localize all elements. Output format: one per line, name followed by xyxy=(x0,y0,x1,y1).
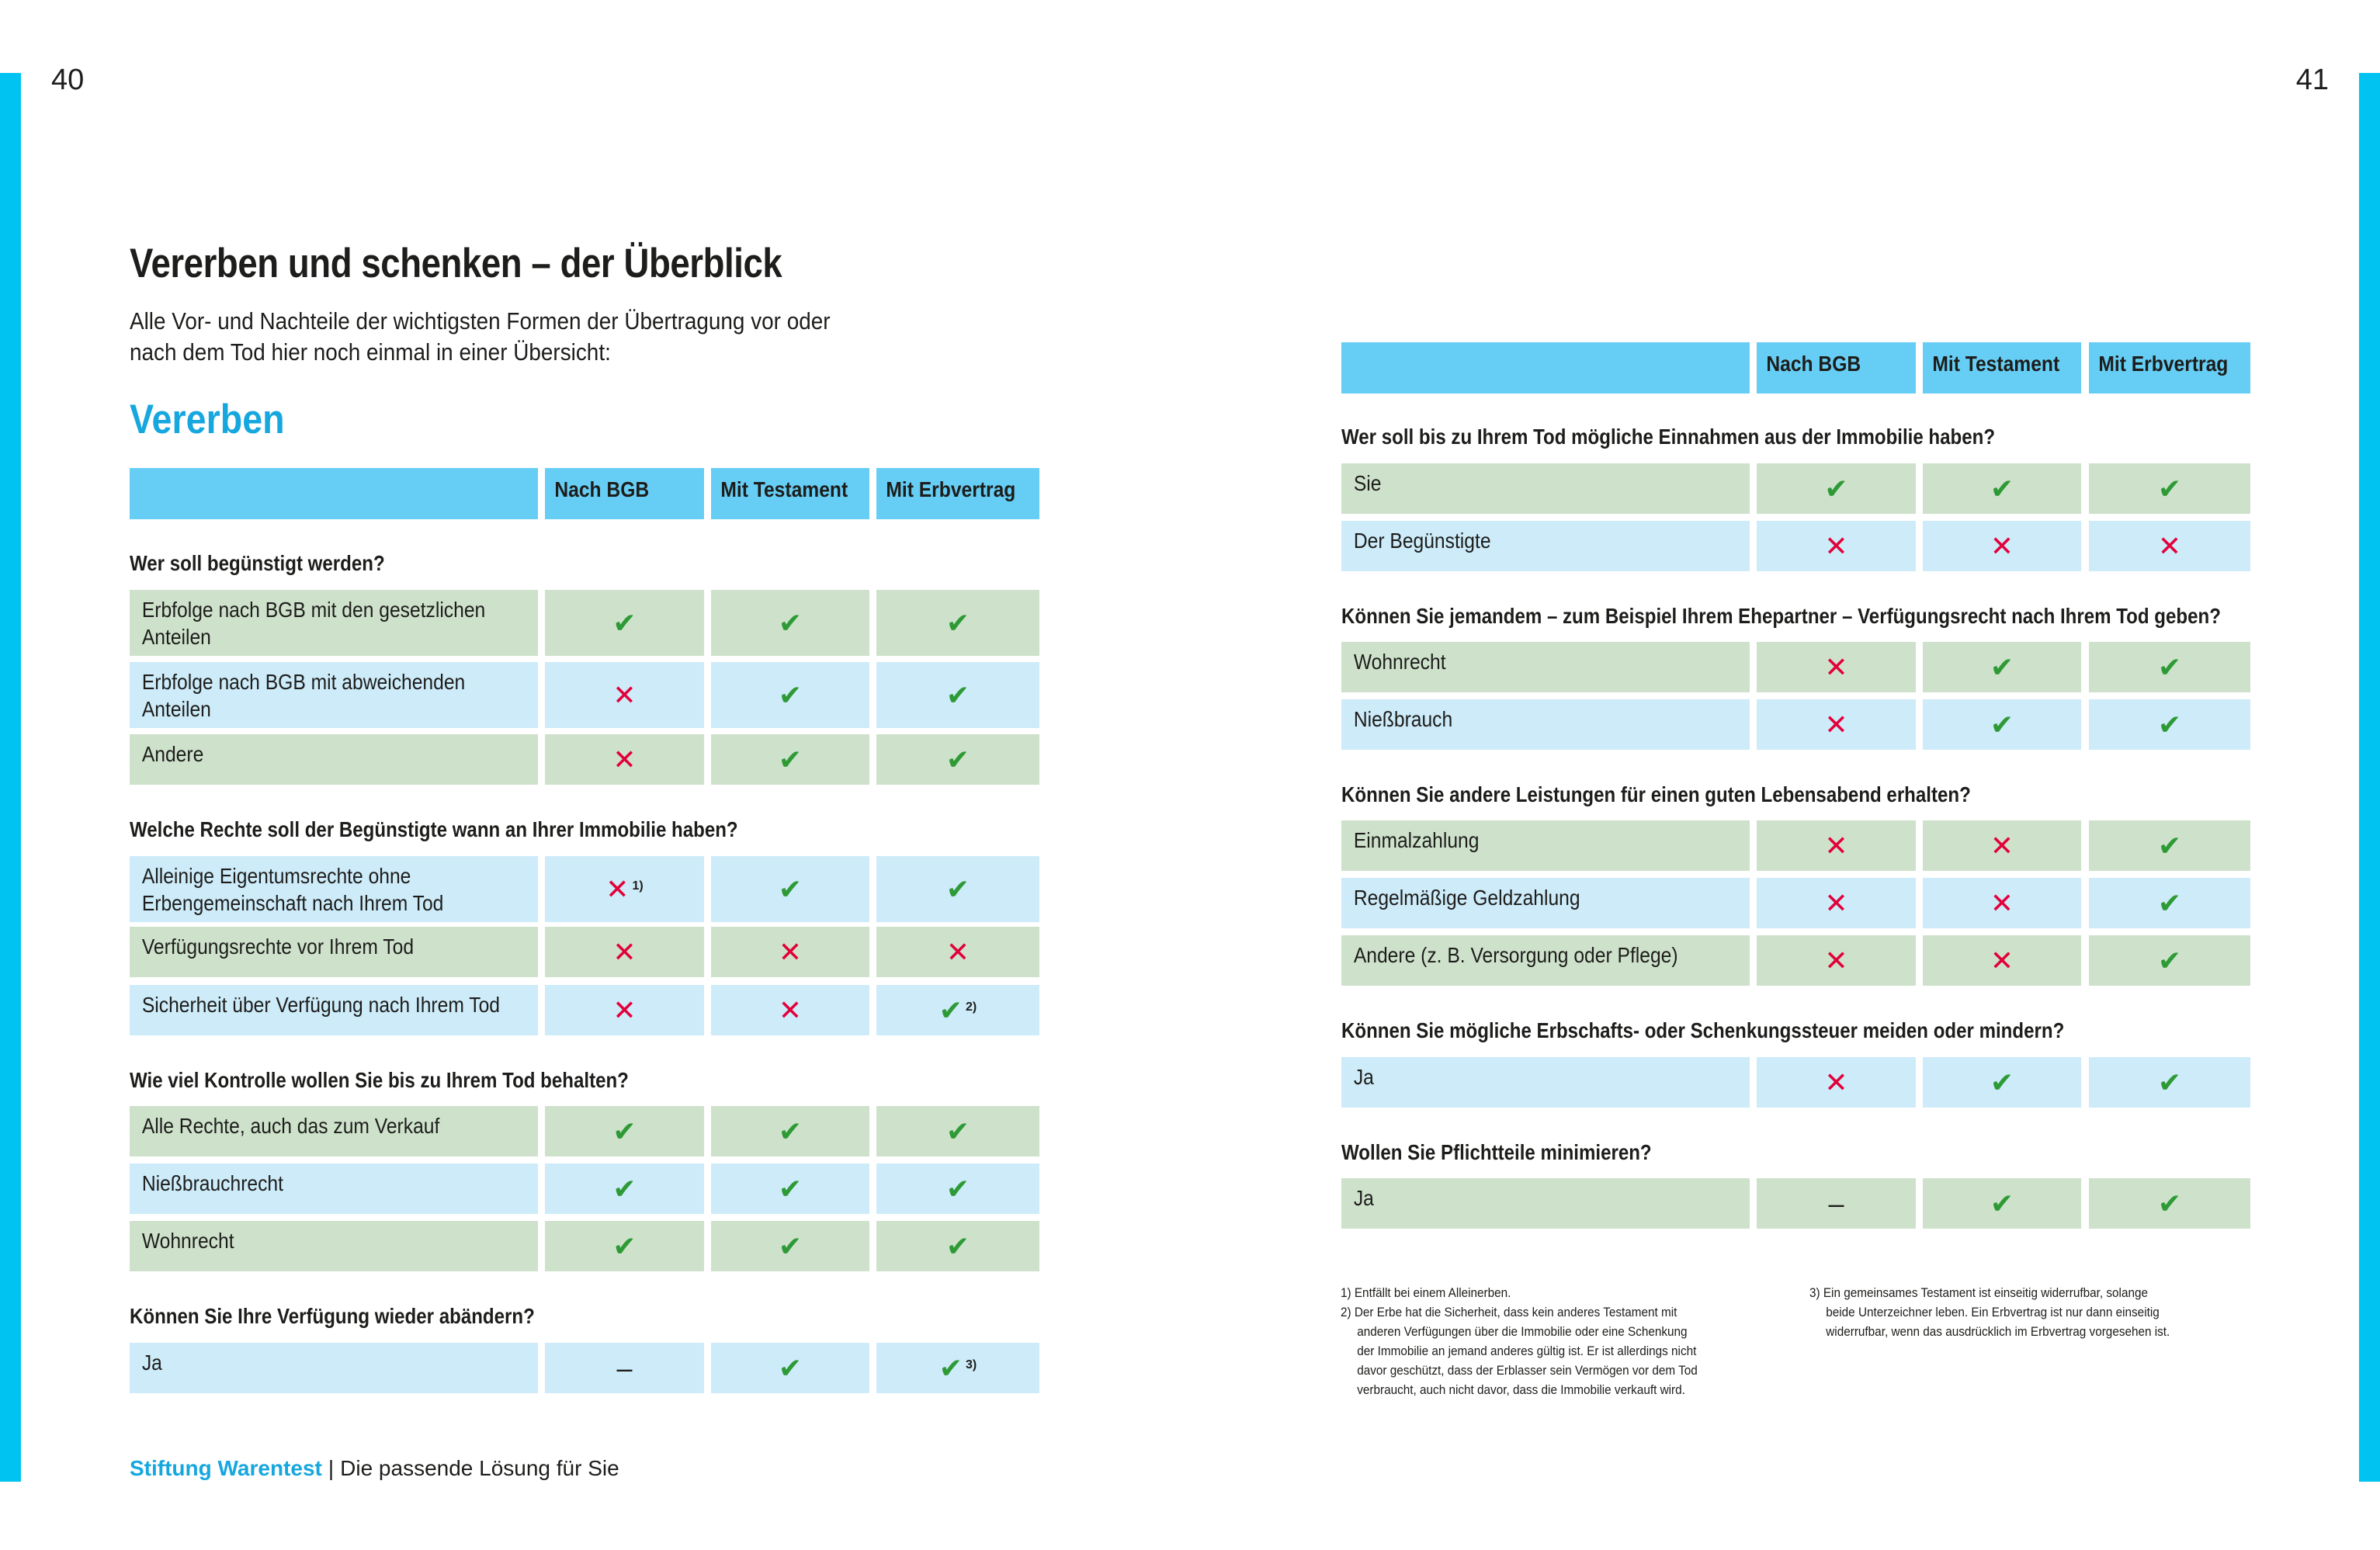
check-icon xyxy=(1923,650,2081,683)
check-symbol: ✔ xyxy=(2157,1187,2182,1219)
column-header-label: Nach BGB xyxy=(554,477,650,501)
question-heading: Wollen Sie Pflichtteile minimieren? xyxy=(1341,1140,1652,1164)
row-label: Ja xyxy=(1353,1186,1374,1210)
cross-icon xyxy=(1923,829,2081,862)
intro-line-1: Alle Vor- und Nachteile der wichtigsten Formen der Übertragung vor oder xyxy=(130,307,831,335)
cross-symbol: ✕ xyxy=(612,993,637,1026)
table-row-label-cell xyxy=(130,985,538,1035)
cross-symbol: ✕ xyxy=(778,993,803,1026)
question-heading: Können Sie Ihre Verfügung wieder abändern? xyxy=(130,1304,535,1328)
cross-symbol: ✕ xyxy=(1824,708,1848,740)
check-symbol: ✔ xyxy=(945,606,970,639)
table-row-label-cell xyxy=(130,1163,538,1214)
table-row-label-cell xyxy=(130,734,538,785)
cross-symbol: ✕ xyxy=(1824,944,1848,976)
check-icon xyxy=(2089,944,2250,976)
check-icon xyxy=(876,1351,1039,1384)
table-value-cell xyxy=(1923,820,2081,871)
question-heading: Welche Rechte soll der Begünstigte wann an Ihrer Immobilie haben? xyxy=(130,817,738,841)
table-value-cell xyxy=(545,1343,704,1393)
column-header-label: Mit Testament xyxy=(1932,352,2060,376)
cross-symbol: ✕ xyxy=(605,872,630,905)
table-value-cell xyxy=(2089,878,2250,928)
question-heading: Wie viel Kontrolle wollen Sie bis zu Ihrem Tod behalten? xyxy=(130,1068,629,1092)
check-icon xyxy=(711,606,869,639)
check-icon xyxy=(2089,1187,2250,1219)
table-value-cell xyxy=(2089,1178,2250,1229)
table-value-cell xyxy=(1757,699,1916,750)
check-icon xyxy=(711,1229,869,1262)
check-icon xyxy=(711,1172,869,1205)
table-value-cell xyxy=(2089,463,2250,514)
check-icon xyxy=(711,872,869,905)
table-value-cell xyxy=(545,1163,704,1214)
table-row-label-cell xyxy=(1341,642,1750,692)
table-row-label-cell xyxy=(130,1343,538,1393)
footer-separator: | xyxy=(328,1456,335,1480)
cross-icon xyxy=(545,743,704,775)
table-value-cell xyxy=(2089,935,2250,986)
check-symbol: ✔ xyxy=(612,606,637,639)
footnote-ref: 3) xyxy=(965,1358,977,1371)
row-label: Andere (z. B. Versorgung oder Pflege) xyxy=(1353,943,1678,967)
check-symbol: ✔ xyxy=(2157,708,2182,740)
table-value-cell xyxy=(2089,699,2250,750)
check-symbol: ✔ xyxy=(2157,944,2182,976)
cross-icon xyxy=(545,872,704,905)
table-value-cell xyxy=(711,734,869,785)
table-row-label-cell xyxy=(1341,1057,1750,1108)
table-value-cell xyxy=(711,590,869,656)
table-value-cell xyxy=(545,590,704,656)
check-icon xyxy=(545,1115,704,1147)
question-heading: Können Sie jemandem – zum Beispiel Ihrem Ehepartner – Verfügungsrecht nach Ihrem Tod geben? xyxy=(1341,604,2221,628)
check-symbol: ✔ xyxy=(778,743,803,775)
check-symbol: ✔ xyxy=(1824,472,1848,505)
table-row-label-cell xyxy=(130,590,538,656)
check-icon xyxy=(545,1229,704,1262)
table-value-cell xyxy=(711,1221,869,1271)
table-row-label-cell xyxy=(130,662,538,728)
section-title: Vererben xyxy=(130,397,285,442)
table-header-mit-erbvertrag xyxy=(876,468,1039,519)
cross-symbol: ✕ xyxy=(1824,886,1848,919)
cross-symbol: ✕ xyxy=(612,743,637,775)
table-header-nach-bgb xyxy=(545,468,704,519)
check-symbol: ✔ xyxy=(938,1351,963,1384)
check-symbol: ✔ xyxy=(778,1351,803,1384)
check-icon xyxy=(711,1115,869,1147)
table-value-cell xyxy=(711,927,869,977)
left-edge-bar xyxy=(0,73,21,1482)
intro-text xyxy=(130,306,831,368)
table-value-cell xyxy=(876,1163,1039,1214)
table-row-label-cell xyxy=(1341,521,1750,571)
table-value-cell xyxy=(1757,642,1916,692)
table-header-blank xyxy=(1341,342,1750,394)
check-icon xyxy=(711,678,869,711)
table-value-cell xyxy=(1923,878,2081,928)
table-value-cell xyxy=(711,1343,869,1393)
cross-symbol: ✕ xyxy=(1990,529,2014,562)
row-label: Alle Rechte, auch das zum Verkauf xyxy=(141,1114,440,1138)
table-value-cell xyxy=(2089,1057,2250,1108)
check-symbol: ✔ xyxy=(778,606,803,639)
page-title: Vererben und schenken – der Überblick xyxy=(130,241,782,286)
table-row-label-cell xyxy=(1341,935,1750,986)
column-header-label: Mit Testament xyxy=(720,477,848,501)
question-heading: Wer soll begünstigt werden? xyxy=(130,551,385,575)
table-row-label-cell xyxy=(130,856,538,922)
check-symbol: ✔ xyxy=(945,1172,970,1205)
dash-icon xyxy=(1757,1187,1916,1219)
table-header-mit-erbvertrag xyxy=(2089,342,2250,394)
footnote-ref: 2) xyxy=(965,1000,977,1014)
row-label: Wohnrecht xyxy=(141,1229,234,1253)
check-icon xyxy=(876,1229,1039,1262)
row-label: Wohnrecht xyxy=(1353,650,1446,674)
check-icon xyxy=(876,872,1039,905)
check-symbol: ✔ xyxy=(778,1229,803,1262)
table-value-cell xyxy=(1923,642,2081,692)
table-value-cell xyxy=(2089,642,2250,692)
table-row-label-cell xyxy=(130,1221,538,1271)
table-value-cell xyxy=(876,1343,1039,1393)
cross-icon xyxy=(1757,1066,1916,1098)
table-row-label-cell xyxy=(130,1106,538,1156)
cross-icon xyxy=(545,678,704,711)
check-icon xyxy=(711,743,869,775)
row-label: Ja xyxy=(141,1351,162,1375)
table-value-cell xyxy=(545,1221,704,1271)
cross-symbol: ✕ xyxy=(1824,1066,1848,1098)
row-label: Erbfolge nach BGB mit den gesetzlichen Anteilen xyxy=(141,598,486,649)
table-value-cell xyxy=(711,856,869,922)
check-icon xyxy=(1757,472,1916,505)
cross-icon xyxy=(1757,650,1916,683)
cross-symbol: ✕ xyxy=(945,935,970,968)
table-value-cell xyxy=(1757,1178,1916,1229)
check-icon xyxy=(545,606,704,639)
check-icon xyxy=(876,1115,1039,1147)
cross-icon xyxy=(1923,886,2081,919)
table-value-cell xyxy=(876,1106,1039,1156)
check-symbol: ✔ xyxy=(1990,472,2014,505)
check-icon xyxy=(876,993,1039,1026)
cross-symbol: ✕ xyxy=(2157,529,2182,562)
table-value-cell xyxy=(1757,1057,1916,1108)
table-value-cell xyxy=(1757,878,1916,928)
row-label: Sicherheit über Verfügung nach Ihrem Tod xyxy=(141,993,501,1017)
check-symbol: ✔ xyxy=(612,1172,637,1205)
cross-symbol: ✕ xyxy=(1824,829,1848,862)
table-value-cell xyxy=(876,927,1039,977)
cross-icon xyxy=(2089,529,2250,562)
cross-icon xyxy=(711,993,869,1026)
table-value-cell xyxy=(711,985,869,1035)
row-label: Nießbrauchrecht xyxy=(141,1171,283,1195)
check-symbol: ✔ xyxy=(1990,1066,2014,1098)
check-symbol: ✔ xyxy=(938,993,963,1026)
row-label: Einmalzahlung xyxy=(1353,828,1480,852)
footer-brand: Stiftung Warentest xyxy=(130,1456,322,1480)
check-symbol: ✔ xyxy=(945,1229,970,1262)
check-icon xyxy=(1923,1187,2081,1219)
table-value-cell xyxy=(1757,820,1916,871)
cross-symbol: ✕ xyxy=(1990,886,2014,919)
question-heading: Können Sie mögliche Erbschafts- oder Schenkungssteuer meiden oder mindern? xyxy=(1341,1018,2065,1042)
table-value-cell xyxy=(876,734,1039,785)
check-symbol: ✔ xyxy=(778,678,803,711)
footnotes-col-2: 3) Ein gemeinsames Testament ist einseitig widerrufbar, solange beide Unterzeichner leben. Ein Erbvertrag ist nur dann einseitig widerrufbar, wenn das ausdrücklich im Erbvertrag vorgesehen ist. xyxy=(1809,1285,2170,1339)
check-icon xyxy=(2089,650,2250,683)
table-value-cell xyxy=(711,1106,869,1156)
table-row-label-cell xyxy=(1341,1178,1750,1229)
check-symbol: ✔ xyxy=(945,872,970,905)
table-value-cell xyxy=(876,1221,1039,1271)
cross-icon xyxy=(1757,708,1916,740)
check-icon xyxy=(2089,472,2250,505)
table-row-label-cell xyxy=(130,927,538,977)
row-label: Der Begünstigte xyxy=(1353,529,1491,553)
cross-icon xyxy=(1923,529,2081,562)
table-value-cell xyxy=(1923,521,2081,571)
table-value-cell xyxy=(711,1163,869,1214)
check-icon xyxy=(1923,708,2081,740)
row-label: Nießbrauch xyxy=(1353,707,1453,731)
dash-symbol: – xyxy=(616,1351,633,1384)
check-symbol: ✔ xyxy=(1990,1187,2014,1219)
table-value-cell xyxy=(876,985,1039,1035)
table-value-cell xyxy=(545,927,704,977)
intro-line-2: nach dem Tod hier noch einmal in einer Übersicht: xyxy=(130,338,611,366)
check-icon xyxy=(545,1172,704,1205)
table-header-mit-testament xyxy=(711,468,869,519)
table-value-cell xyxy=(545,856,704,922)
right-edge-bar xyxy=(2359,73,2380,1482)
table-header-mit-testament xyxy=(1923,342,2081,394)
table-value-cell xyxy=(545,662,704,728)
check-symbol: ✔ xyxy=(612,1229,637,1262)
check-symbol: ✔ xyxy=(1990,708,2014,740)
check-symbol: ✔ xyxy=(2157,829,2182,862)
check-symbol: ✔ xyxy=(612,1115,637,1147)
check-symbol: ✔ xyxy=(2157,886,2182,919)
cross-symbol: ✕ xyxy=(1990,829,2014,862)
footer-text: Die passende Lösung für Sie xyxy=(340,1456,619,1480)
table-header-nach-bgb xyxy=(1757,342,1916,394)
footnote-ref: 1) xyxy=(632,879,644,893)
table-value-cell xyxy=(2089,820,2250,871)
footnotes-col-1: 1) Entfällt bei einem Alleinerben. 2) Der Erbe hat die Sicherheit, dass kein anderes Testament mit anderen Verfügungen über die Immobilie oder eine Schenkung der Immobilie an jemand anderes gültig ist. Er ist allerdings nicht davor geschützt, dass der Erblasser sein Vermögen vor dem Tod verbraucht, auch nicht davor, dass die Immobilie verkauft wird. xyxy=(1341,1285,1698,1397)
check-symbol: ✔ xyxy=(778,1172,803,1205)
check-icon xyxy=(1923,1066,2081,1098)
check-icon xyxy=(876,678,1039,711)
check-icon xyxy=(2089,886,2250,919)
cross-symbol: ✕ xyxy=(778,935,803,968)
check-symbol: ✔ xyxy=(945,1115,970,1147)
cross-icon xyxy=(545,935,704,968)
table-value-cell xyxy=(545,734,704,785)
table-value-cell xyxy=(1923,1057,2081,1108)
cross-symbol: ✕ xyxy=(1824,529,1848,562)
page-number-left: 40 xyxy=(51,64,85,96)
table-value-cell xyxy=(1923,1178,2081,1229)
table-row-label-cell xyxy=(1341,699,1750,750)
table-value-cell xyxy=(1757,935,1916,986)
table-value-cell xyxy=(1923,935,2081,986)
check-symbol: ✔ xyxy=(778,872,803,905)
check-icon xyxy=(2089,829,2250,862)
check-symbol: ✔ xyxy=(945,678,970,711)
cross-icon xyxy=(1757,529,1916,562)
cross-icon xyxy=(711,935,869,968)
cross-symbol: ✕ xyxy=(1824,650,1848,683)
table-value-cell xyxy=(1923,699,2081,750)
row-label: Andere xyxy=(141,742,204,766)
table-row-label-cell xyxy=(1341,463,1750,514)
table-value-cell xyxy=(2089,521,2250,571)
column-header-label: Mit Erbvertrag xyxy=(2098,352,2229,376)
column-header-label: Nach BGB xyxy=(1766,352,1861,376)
table-value-cell xyxy=(711,662,869,728)
check-symbol: ✔ xyxy=(778,1115,803,1147)
check-symbol: ✔ xyxy=(2157,650,2182,683)
table-value-cell xyxy=(876,856,1039,922)
column-header-label: Mit Erbvertrag xyxy=(886,477,1016,501)
table-value-cell xyxy=(1923,463,2081,514)
table-header-blank xyxy=(130,468,538,519)
row-label: Sie xyxy=(1353,471,1382,495)
row-label: Ja xyxy=(1353,1065,1374,1089)
check-symbol: ✔ xyxy=(2157,1066,2182,1098)
cross-icon xyxy=(1923,944,2081,976)
row-label: Alleinige Eigentumsrechte ohne Erbengemeinschaft nach Ihrem Tod xyxy=(141,864,444,915)
question-heading: Können Sie andere Leistungen für einen guten Lebensabend erhalten? xyxy=(1341,782,1971,806)
check-icon xyxy=(711,1351,869,1384)
table-value-cell xyxy=(545,1106,704,1156)
check-icon xyxy=(876,1172,1039,1205)
table-value-cell xyxy=(876,590,1039,656)
table-row-label-cell xyxy=(1341,820,1750,871)
dash-symbol: – xyxy=(1828,1187,1844,1219)
row-label: Erbfolge nach BGB mit abweichenden Anteilen xyxy=(141,670,466,721)
question-heading: Wer soll bis zu Ihrem Tod mögliche Einnahmen aus der Immobilie haben? xyxy=(1341,425,1996,449)
row-label: Verfügungsrechte vor Ihrem Tod xyxy=(141,935,415,959)
dash-icon xyxy=(545,1351,704,1384)
page-number-right: 41 xyxy=(2295,64,2329,96)
check-icon xyxy=(2089,1066,2250,1098)
check-icon xyxy=(876,743,1039,775)
cross-icon xyxy=(876,935,1039,968)
check-icon xyxy=(1923,472,2081,505)
check-icon xyxy=(2089,708,2250,740)
table-row-label-cell xyxy=(1341,878,1750,928)
cross-icon xyxy=(1757,944,1916,976)
table-value-cell xyxy=(545,985,704,1035)
table-value-cell xyxy=(1757,521,1916,571)
cross-icon xyxy=(545,993,704,1026)
check-symbol: ✔ xyxy=(1990,650,2014,683)
check-symbol: ✔ xyxy=(945,743,970,775)
check-symbol: ✔ xyxy=(2157,472,2182,505)
check-icon xyxy=(876,606,1039,639)
footer xyxy=(130,1456,619,1481)
cross-symbol: ✕ xyxy=(612,678,637,711)
table-value-cell xyxy=(876,662,1039,728)
table-value-cell xyxy=(1757,463,1916,514)
cross-symbol: ✕ xyxy=(1990,944,2014,976)
cross-icon xyxy=(1757,829,1916,862)
row-label: Regelmäßige Geldzahlung xyxy=(1353,886,1580,910)
cross-icon xyxy=(1757,886,1916,919)
cross-symbol: ✕ xyxy=(612,935,637,968)
